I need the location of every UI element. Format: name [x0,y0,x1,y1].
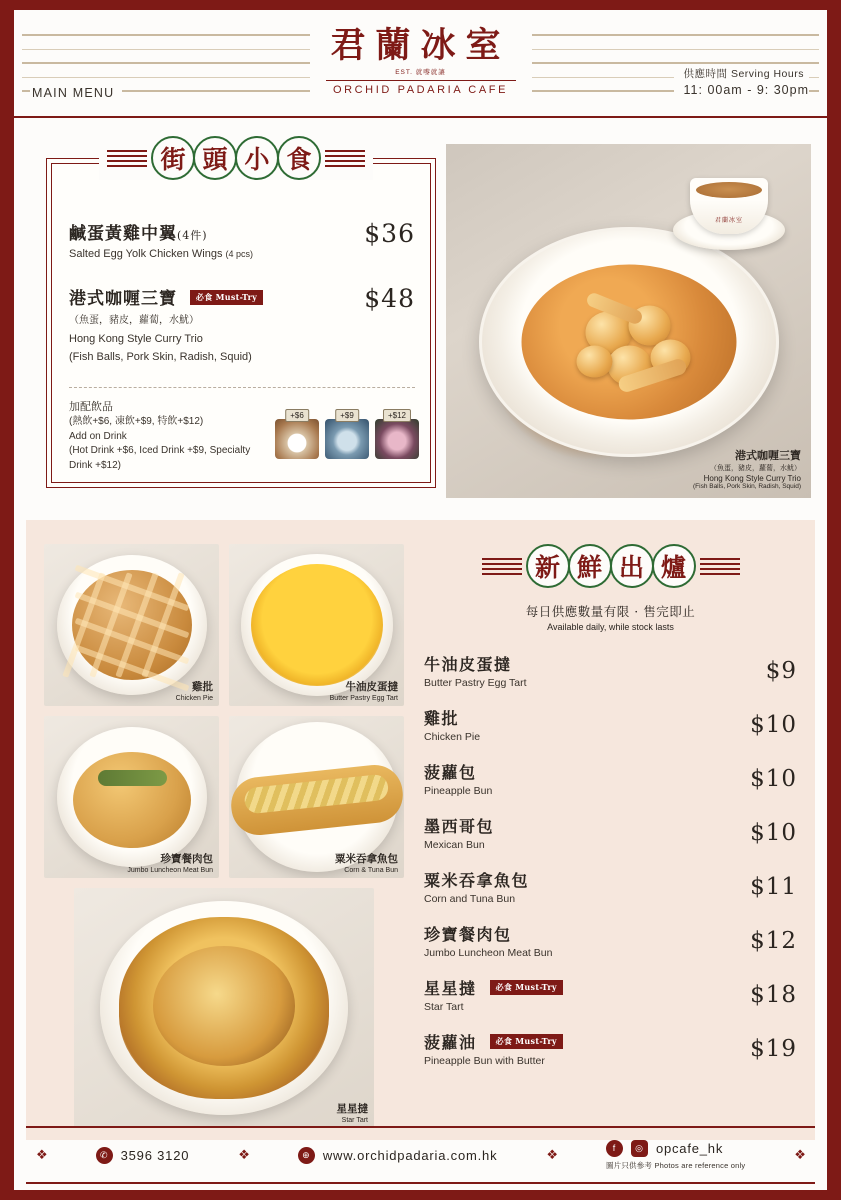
diamond-ornament-icon: ❖ [794,1147,805,1162]
logo-chinese-name: 君蘭冰室 [330,25,511,66]
menu-item [424,760,797,797]
menu-item [424,706,797,743]
caption-cn: 港式咖喱三寶 [735,449,801,462]
serving-hours-time: 11: 00am - 9: 30pm [683,83,809,97]
addon-title-en: Add on Drink [69,430,127,442]
gallery-caption-cn: 珍寶餐肉包 [160,853,213,865]
hot-drink-icon [275,419,319,459]
title-char: 街 [151,136,195,180]
gallery-caption-en: Star Tart [341,1117,368,1124]
menu-item [424,922,797,959]
menu-item [69,284,415,365]
footer-phone [96,1147,190,1164]
gallery-caption [330,679,398,702]
bakery-subtitle [424,602,797,632]
title-bars-left [482,558,522,575]
diamond-ornament-icon: ❖ [238,1147,249,1162]
menu-item [424,652,797,689]
item-price: $18 [750,981,797,1008]
footer-social[interactable] [606,1140,745,1157]
footer-photo-note-cn: 圖片只供參考 [605,1160,653,1170]
addon-detail-en: (Hot Drink +$6, Iced Drink +$9, Specialty Drink +$12) [69,445,251,471]
chicken-pie-graphic [72,570,192,680]
must-try-badge: 必食 Must-Try [190,290,263,305]
title-char: 頭 [193,136,237,180]
item-name-en: Chicken Pie [424,731,481,743]
instagram-icon[interactable]: ◎ [631,1140,648,1157]
gallery-item [44,716,219,878]
footer-website[interactable] [298,1147,498,1164]
gallery-item [229,544,404,706]
menu-item [424,1030,797,1067]
logo-divider [326,80,516,81]
facebook-icon[interactable]: f [606,1140,623,1157]
serving-hours-label-en: Serving Hours [730,68,804,80]
item-name-cn-text: 港式咖喱三寶 [69,288,177,309]
item-price: $10 [750,765,797,792]
item-price: $12 [750,927,797,954]
gallery-caption [337,1101,369,1124]
specialty-drink-icon [375,419,419,459]
item-name-en: Corn and Tuna Bun [424,893,516,905]
addon-drink-block [69,399,419,473]
menu-item [424,868,797,905]
title-bars-left [107,150,147,167]
item-name-en: Pineapple Bun with Butter [424,1055,545,1067]
serving-hours-label [684,66,809,81]
addon-title-cn: 加配飲品 [69,400,113,414]
item-qty-en: (4 pcs) [225,249,254,259]
bakery-gallery [44,544,404,1122]
addon-specialty-drink-badge: +$12 [383,409,411,422]
gallery-caption-cn: 星星撻 [336,1103,368,1115]
item-name-en-text: Salted Egg Yolk Chicken Wings [69,248,223,260]
fresh-bakery-section [26,520,815,1140]
gallery-caption-en: Corn & Tuna Bun [344,867,398,874]
gallery-item [44,544,219,706]
phone-icon: ✆ [96,1147,113,1164]
logo-established: EST. 就嚟就讓 [395,69,446,77]
gallery-item [229,716,404,878]
gallery-caption-cn: 牛油皮蛋撻 [345,681,398,693]
title-bars-right [700,558,740,575]
gallery-caption-en: Butter Pastry Egg Tart [329,695,398,702]
addon-hot-drink-badge: +$6 [285,409,309,422]
item-name-cn: 粟米吞拿魚包 [424,871,530,890]
addon-specialty-drink [375,413,419,459]
bakery-item-list [424,652,797,1067]
brand-logo [310,26,532,96]
item-price: $9 [765,657,797,684]
plate-graphic [479,227,779,457]
curry-graphic [521,265,736,420]
bakery-menu-area [404,544,797,1122]
bakery-subtitle-en: Available daily, while stock lasts [547,622,674,632]
item-name-cn-text: 星星撻 [424,979,477,998]
divider [69,387,415,388]
page-header [14,10,827,118]
caption-cn-sub: （魚蛋，豬皮，蘿蔔，水魷） [710,464,801,472]
milk-tea-graphic: 君蘭冰室 [673,158,785,250]
item-name-en: Butter Pastry Egg Tart [424,677,527,689]
item-name-cn: 墨西哥包 [424,817,495,836]
fresh-bakery-title-chars [526,544,696,588]
item-name-cn: 菠蘿包 [424,763,477,782]
street-food-card [46,158,436,488]
addon-hot-drink [275,413,319,459]
item-name-en: Mexican Bun [424,839,485,851]
addon-drink-text [69,399,275,473]
item-name-en: Pineapple Bun [424,785,493,797]
gallery-caption-en: Jumbo Luncheon Meat Bun [127,867,213,874]
gallery-caption-cn: 雞批 [192,681,213,693]
serving-hours [674,66,809,97]
item-name-cn [424,976,563,999]
caption-en: Hong Kong Style Curry Trio [703,474,801,483]
star-tart-graphic [119,917,329,1099]
addon-drink-icons [275,413,419,459]
title-char: 出 [610,544,654,588]
caption-en-sub: (Fish Balls, Pork Skin, Radish, Squid) [692,483,801,490]
item-name-cn: 珍寶餐肉包 [424,925,512,944]
egg-tart-graphic [251,564,383,686]
footer-website-text[interactable]: www.orchidpadaria.com.hk [322,1147,498,1163]
item-price: $11 [750,873,797,900]
must-try-badge: 必食 Must-Try [490,1034,563,1049]
addon-iced-drink [325,413,369,459]
logo-english-name: ORCHID PADARIA CAFE [332,84,509,97]
gallery-item [74,888,374,1128]
street-food-menu-area [26,132,446,510]
gallery-caption [127,851,213,874]
gallery-caption-en: Chicken Pie [175,695,213,702]
item-price: $10 [750,819,797,846]
must-try-badge: 必食 Must-Try [490,980,563,995]
footer-social-block [606,1140,745,1171]
footer-photo-note [606,1160,745,1171]
title-char: 鮮 [568,544,612,588]
title-char: 新 [526,544,570,588]
menu-item [424,976,797,1013]
item-name-en: Star Tart [424,1001,464,1013]
menu-item [69,219,415,262]
diamond-ornament-icon: ❖ [546,1147,557,1162]
fresh-bakery-title [424,544,797,588]
bakery-subtitle-cn: 每日供應數量有限 · 售完即止 [525,604,696,619]
curry-trio-photo [446,144,811,498]
item-sub-en: (Fish Balls, Pork Skin, Radish, Squid) [69,350,252,363]
gallery-caption [176,679,213,702]
street-food-title [99,136,373,180]
title-bars-right [325,150,365,167]
title-char: 小 [235,136,279,180]
footer-photo-note-en: Photos are reference only [654,1160,746,1170]
globe-icon: ⊕ [298,1147,315,1164]
item-name-cn [69,219,253,244]
page-footer [26,1126,815,1184]
iced-drink-icon [325,419,369,459]
title-char: 爐 [652,544,696,588]
item-price: $36 [364,219,415,248]
item-name-cn: 牛油皮蛋撻 [424,655,512,674]
serving-hours-label-cn: 供應時間 [683,68,728,80]
item-name-cn-text: 菠蘿油 [424,1033,477,1052]
gallery-caption-cn: 粟米吞拿魚包 [335,853,398,865]
item-name-cn [69,284,263,309]
curry-photo-caption [693,447,801,490]
item-price: $10 [750,711,797,738]
item-price: $19 [750,1035,797,1062]
item-name-en: Jumbo Luncheon Meat Bun [424,947,553,959]
footer-social-handle[interactable]: opcafe_hk [655,1140,724,1156]
menu-item [424,814,797,851]
addon-iced-drink-badge: +$9 [335,409,359,422]
diamond-ornament-icon: ❖ [36,1147,47,1162]
title-char: 食 [277,136,321,180]
street-food-item-list [69,219,415,398]
addon-detail-cn: (熱飲+$6, 凍飲+$9, 特飲+$12) [69,416,204,427]
item-name-cn-text: 鹹蛋黃雞中翼 [69,224,177,244]
item-price: $48 [364,283,415,313]
street-food-section [26,132,815,510]
street-food-title-chars [151,136,321,180]
item-name-cn: 雞批 [424,709,460,728]
footer-phone-text: 3596 3120 [120,1147,190,1163]
item-qty-cn: (4件) [177,229,208,242]
main-menu-label: MAIN MENU [30,84,122,102]
item-name-en: Hong Kong Style Curry Trio [69,332,203,345]
item-sub-cn: （魚蛋，豬皮，蘿蔔，水魷） [69,314,199,326]
luncheon-bun-graphic [73,752,191,848]
gallery-caption [335,851,398,874]
item-name-cn [424,1030,563,1053]
item-name-en [69,247,253,262]
